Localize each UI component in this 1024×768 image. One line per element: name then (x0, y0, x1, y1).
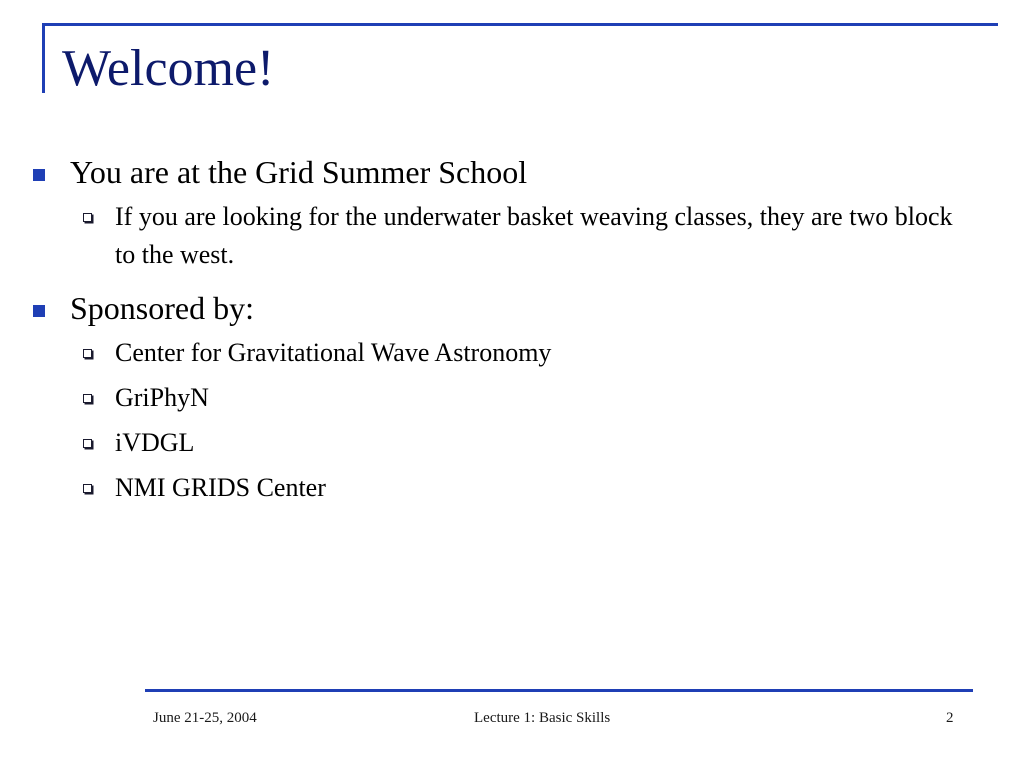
sub-bullet-text: NMI GRIDS Center (115, 473, 326, 502)
sub-bullet-item (30, 198, 970, 274)
sub-bullet-text: Center for Gravitational Wave Astronomy (115, 338, 552, 367)
sub-bullet-text: GriPhyN (115, 383, 209, 412)
footer-title: Lecture 1: Basic Skills (474, 710, 611, 726)
sub-bullet-item (30, 469, 970, 507)
square-bullet-icon (33, 305, 45, 317)
bottom-divider-line (145, 689, 973, 692)
sub-bullet-text: iVDGL (115, 428, 195, 457)
square-bullet-icon (33, 169, 45, 181)
bullet-item (30, 150, 970, 194)
left-accent-line (42, 23, 45, 93)
footer-date: June 21-25, 2004 (153, 710, 257, 726)
top-divider-line (42, 23, 998, 26)
bullet-item (30, 286, 970, 330)
slide-title: Welcome! (62, 40, 275, 97)
sub-bullet-item (30, 379, 970, 417)
hollow-square-bullet-icon (83, 484, 92, 493)
sub-bullet-text: If you are looking for the underwater basket weaving classes, they are two block to the west. (115, 202, 953, 269)
hollow-square-bullet-icon (83, 439, 92, 448)
slide-body (30, 150, 970, 514)
hollow-square-bullet-icon (83, 213, 92, 222)
page-number: 2 (946, 710, 954, 726)
hollow-square-bullet-icon (83, 349, 92, 358)
sub-bullet-item (30, 334, 970, 372)
hollow-square-bullet-icon (83, 394, 92, 403)
bullet-text: You are at the Grid Summer School (70, 154, 528, 190)
sub-bullet-item (30, 424, 970, 462)
bullet-text: Sponsored by: (70, 290, 254, 326)
